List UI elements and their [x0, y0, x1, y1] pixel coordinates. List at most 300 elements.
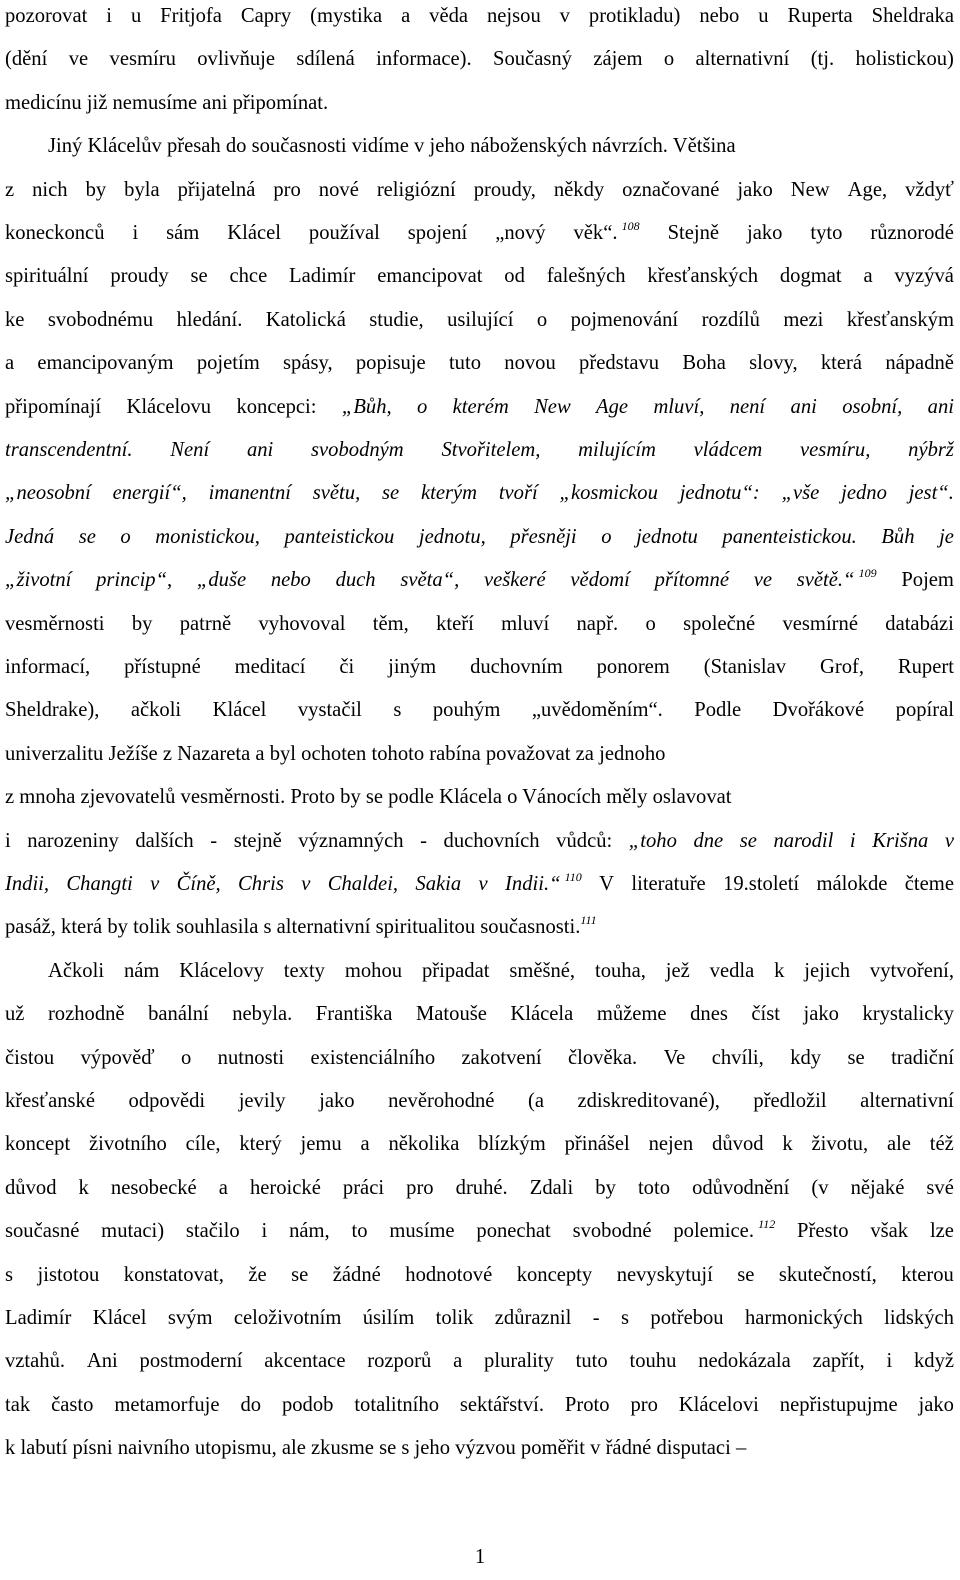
text-word: nápadně [885, 352, 954, 375]
text-word: zapřít, [812, 1350, 865, 1373]
text-word: i [132, 222, 139, 244]
text-word: vesmíru, [800, 439, 871, 461]
text-word: u [758, 5, 769, 27]
text-word: nějaké [850, 1176, 905, 1199]
text-word: málokde [816, 873, 888, 895]
text-word: žádné [332, 1263, 381, 1286]
text-word: vztahů. [5, 1350, 66, 1373]
text-word: touha, [594, 959, 646, 982]
text-word: Přesto [797, 1220, 849, 1243]
text-word: vedla [709, 959, 755, 982]
text-word: vůdců: [556, 829, 613, 852]
text-word: pro [630, 1393, 658, 1416]
text-word: jevily [238, 1090, 286, 1112]
text-word: o [601, 525, 612, 548]
text-word: potřebou [650, 1307, 724, 1329]
text-word: o [417, 395, 428, 418]
text-word: Age, [847, 178, 888, 201]
text-line [5, 1085, 954, 1117]
text-word: přítomné [654, 569, 729, 592]
text-word: jiným [388, 656, 437, 678]
text-word: ačkoli [130, 699, 182, 722]
text-word: Dvořákové [772, 699, 865, 722]
text-word: „životní [5, 569, 72, 592]
text-word: používal [308, 222, 380, 244]
text-word: - [210, 829, 218, 852]
text-word: společné [683, 612, 756, 635]
text-word: i [261, 1220, 268, 1243]
text-word: „vše [781, 482, 820, 505]
text-line [5, 1259, 954, 1291]
text-word: jemu [300, 1133, 342, 1156]
text-word: 19.století [723, 873, 800, 895]
text-line [5, 651, 954, 683]
text-line [5, 825, 954, 857]
text-word: narozeniny [27, 829, 119, 852]
text-word: „Bůh, [341, 395, 392, 418]
text-word: koncept [5, 1133, 71, 1156]
text-word: svobodné [572, 1220, 652, 1243]
text-word: nové [318, 178, 359, 201]
text-word: (mystika [310, 5, 383, 27]
text-word: není [729, 395, 766, 418]
text-word: však [870, 1220, 909, 1243]
text-word: číst [751, 1003, 780, 1026]
text-word: Pojem [901, 569, 954, 592]
text-word: nebo [699, 5, 740, 27]
text-word: a [360, 1133, 370, 1156]
text-word: a [863, 265, 873, 288]
text-word: metamorfuje [114, 1393, 220, 1416]
text-word: o [120, 525, 131, 548]
text-word: veškeré [483, 569, 546, 592]
text-word: mezi [783, 308, 824, 331]
text-word: ani [790, 395, 817, 418]
text-word: vědomí [570, 569, 630, 592]
text-word: jednotu, [418, 525, 486, 548]
text-word: by [131, 612, 153, 635]
text-word: Matouše [415, 1003, 487, 1026]
text-word: informací, [5, 656, 91, 678]
text-word: meditací [234, 656, 306, 678]
text-word: v [944, 829, 954, 852]
text-word: tolik [435, 1307, 474, 1329]
text-word: křesťanským [846, 308, 954, 331]
text-line [5, 1128, 954, 1160]
text-word: Současný [493, 48, 572, 71]
text-word: Fritjofa [160, 5, 222, 27]
text-word: - [420, 829, 427, 852]
text-word: osobní, [842, 395, 903, 418]
text-word: s [393, 699, 402, 722]
text-word: člověka. [568, 1046, 638, 1069]
text-word: lidských [884, 1307, 954, 1329]
text-word: popisuje [355, 352, 426, 375]
text-word: přijatelná [177, 178, 256, 201]
page-number: 1 [474, 1546, 486, 1568]
text-word: mutaci) [101, 1220, 165, 1243]
text-line [5, 347, 954, 379]
text-word: byla [124, 178, 160, 201]
text-word: hledání. [176, 308, 243, 331]
text-word: spásy, [283, 352, 333, 375]
text-word: duchovním [470, 656, 563, 678]
text-word: stačilo [185, 1220, 240, 1243]
text-line [48, 130, 954, 162]
text-word: často [51, 1393, 94, 1416]
text-word: a [5, 352, 15, 375]
text-line [5, 434, 954, 466]
text-word: přístupné [124, 656, 201, 678]
text-word: by [85, 178, 107, 201]
text-word: konstatovat, [123, 1263, 224, 1286]
text-word: nevěrohodné [388, 1090, 495, 1112]
text-word: (a [527, 1090, 544, 1112]
text-word: křesťanské [5, 1090, 95, 1112]
text-word: připomínají [5, 395, 102, 418]
text-word: úsilím [362, 1307, 415, 1329]
text-word: holistickou) [855, 48, 954, 71]
text-word: nebyla. [232, 1003, 293, 1026]
text-word: Sheldraka [871, 5, 954, 27]
text-word: pojetím [196, 352, 260, 375]
text-word: lze [929, 1220, 954, 1243]
text-line [5, 174, 954, 206]
text-word: nutnosti [217, 1046, 285, 1069]
text-word: světa“, [400, 569, 460, 592]
text-line [5, 868, 954, 900]
text-word: vesměrnosti [5, 612, 105, 635]
text-word: dalších [135, 829, 194, 852]
text-word: studie, [369, 308, 424, 331]
text-word: patrně [179, 612, 232, 635]
text-word: nebo [270, 569, 311, 592]
text-word: též [929, 1133, 954, 1156]
text-word: významných [298, 829, 404, 852]
text-word: jedno [841, 482, 887, 505]
text-word: směšné, [509, 959, 576, 982]
text-word: svobodným [311, 439, 404, 461]
text-word: databázi [885, 612, 954, 635]
text-word: pro [273, 178, 301, 201]
text-word: Stejně [667, 222, 720, 244]
text-word: ve [753, 569, 772, 592]
text-word: spojení [407, 222, 468, 244]
text-word: „nový [495, 222, 546, 244]
text-word: Ladimír [5, 1307, 72, 1329]
text-word: v [478, 873, 488, 895]
text-word: Klácelovy [179, 959, 264, 982]
text-word: Ruperta [787, 5, 853, 27]
text-word: a [218, 1176, 228, 1199]
text-word: kterým [420, 482, 478, 505]
text-word: k [774, 959, 785, 982]
text-word: (Stanislav [703, 656, 787, 678]
text-line [5, 0, 954, 32]
text-word: věda [429, 5, 469, 27]
text-word: i [106, 5, 113, 27]
text-line [5, 1302, 954, 1334]
text-word: Proto [564, 1393, 610, 1416]
text-line [5, 564, 954, 596]
text-word: práci [342, 1176, 385, 1199]
text-word: jež [665, 959, 690, 982]
text-word: skutečností, [778, 1263, 877, 1286]
text-word: nich [32, 178, 68, 201]
text-word: Age [596, 395, 629, 418]
text-word: chvíli, [711, 1046, 764, 1069]
text-word: „duše [196, 569, 247, 592]
text-word: že [248, 1263, 267, 1286]
text-word: dogmat [779, 265, 842, 288]
text-word: polemice. [673, 1220, 754, 1243]
text-line [5, 1215, 954, 1247]
text-word: nýbrž [908, 439, 954, 461]
text-word: protikladu) [588, 5, 681, 27]
text-line [5, 477, 954, 509]
text-word: jejich [804, 959, 851, 982]
word-with-footnote [797, 564, 877, 596]
text-word: své [926, 1176, 954, 1199]
text-line [5, 521, 954, 553]
text-word: se [190, 265, 208, 288]
text-word: důvod [5, 1176, 57, 1199]
text-word: zdůraznil [494, 1307, 572, 1329]
text-word: harmonických [744, 1307, 863, 1329]
text-word: jako [803, 1003, 839, 1026]
text-word: toto [637, 1176, 670, 1199]
text-word: vyzývá [894, 265, 954, 288]
text-word: Ani [86, 1350, 118, 1373]
text-line [5, 1345, 954, 1377]
footnote-reference: 109 [858, 566, 877, 581]
text-word: o [663, 48, 675, 71]
text-word: křesťanských [647, 265, 759, 288]
text-word: ponorem [596, 656, 670, 678]
text-line [5, 608, 954, 640]
text-word: kterou [901, 1263, 954, 1286]
text-word: koncepci: [236, 395, 317, 418]
text-word: čistou [5, 1046, 55, 1069]
text-word: V [599, 873, 615, 895]
text-word: pro [406, 1176, 434, 1199]
text-word: rozporů [367, 1350, 432, 1373]
text-word: ani [927, 395, 954, 418]
text-word: se [737, 1263, 755, 1286]
text-word: přesněji [510, 525, 577, 548]
text-line [5, 43, 954, 75]
text-word: nesobecké [110, 1176, 197, 1199]
text-word: banální [148, 1003, 209, 1026]
text-word: který [239, 1133, 282, 1156]
text-word: životu, [811, 1133, 869, 1156]
text-word: kterém [452, 395, 509, 418]
text-word: Klácelovu [126, 395, 212, 418]
text-word: přinášel [564, 1133, 630, 1156]
text-word: k [782, 1133, 793, 1156]
text-word: jednotu [636, 525, 698, 548]
text-word: Boha [682, 352, 726, 375]
text-word: milujícím [578, 439, 656, 461]
text-word: New [790, 178, 830, 201]
text-word: Indii, [5, 873, 50, 895]
text-word: nejsou [486, 5, 541, 27]
text-word: panteistickou [284, 525, 395, 548]
footnote-reference: 110 [564, 870, 582, 884]
text-word: Chaldei, [327, 873, 399, 895]
text-word: která [820, 352, 863, 375]
text-word: vesmíru [109, 48, 176, 71]
text-word: jako [918, 1393, 954, 1416]
text-line [5, 87, 954, 119]
text-word: připadat [421, 959, 490, 982]
text-word: svobodnému [47, 308, 154, 331]
text-line [5, 260, 954, 292]
text-word: od [504, 265, 525, 288]
text-word: Bůh [881, 525, 915, 548]
text-word: a [401, 5, 411, 27]
text-word: jednotu“: [679, 482, 760, 505]
text-segment: Jiný Klácelův přesah do současnosti vidíme v jeho náboženských návrzích. Většina [48, 135, 736, 158]
text-word: plurality [484, 1350, 554, 1373]
text-word: existenciálního [310, 1046, 436, 1069]
text-word: literatuře [631, 873, 706, 895]
text-word: Capry [240, 5, 292, 27]
text-word: - [592, 1307, 600, 1329]
text-word: emancipovat [377, 265, 483, 288]
text-word: koncepty [516, 1263, 593, 1286]
text-word: pojmenování [570, 308, 679, 331]
text-word: s [5, 1263, 14, 1286]
text-word: Jedná [5, 525, 55, 548]
text-word: stejně [233, 829, 282, 852]
text-word: ponechat [476, 1220, 551, 1243]
text-word: rozhodně [47, 1003, 125, 1026]
text-word: usilující [447, 308, 514, 331]
text-segment: pasáž, která by tolik souhlasila s alternativní spiritualitou současnosti. [5, 916, 581, 939]
text-word: nevyskytují [616, 1263, 713, 1286]
text-word: se [739, 829, 757, 852]
text-word: rozdílů [701, 308, 760, 331]
text-word: totalitního [354, 1393, 439, 1416]
text-word: slovy, [749, 352, 798, 375]
text-word: se [78, 525, 96, 548]
text-word: Podle [694, 699, 742, 722]
text-word: Sheldrake), [5, 699, 100, 722]
word-with-footnote [505, 868, 582, 900]
text-word: tvoří [498, 482, 538, 505]
text-word: pozorovat [5, 5, 88, 27]
text-word: Není [170, 439, 210, 461]
text-word: druhé. [455, 1176, 508, 1199]
text-word: nedokázala [698, 1350, 791, 1373]
text-word: Ve [663, 1046, 686, 1069]
text-line [5, 738, 954, 770]
text-word: falešných [546, 265, 626, 288]
text-word: narodil [773, 829, 834, 852]
text-word: se [382, 482, 400, 505]
text-word: u [130, 5, 142, 27]
text-word: výpověď [80, 1046, 155, 1069]
text-word: jako [737, 178, 773, 201]
text-word: důvod [712, 1133, 764, 1156]
text-word: o [536, 308, 548, 331]
text-word: Rupert [897, 656, 954, 678]
text-word: s [621, 1307, 630, 1329]
footnote-reference: 112 [758, 1217, 776, 1232]
text-word: i [886, 1350, 893, 1373]
text-word: panenteistickou. [722, 525, 857, 548]
text-word: (dění [5, 48, 48, 71]
text-word: se [291, 1263, 309, 1286]
text-word: je [939, 525, 954, 548]
text-word: duchovních [443, 829, 540, 852]
text-word: (v [811, 1176, 829, 1199]
text-word: čteme [904, 873, 954, 895]
text-word: o [645, 612, 656, 635]
text-segment: medicínu již nemusíme ani připomínat. [5, 91, 329, 114]
footnote-reference: 108 [621, 219, 640, 233]
text-word: ve [68, 48, 89, 71]
text-word: ke [5, 308, 25, 331]
text-word: „neosobní [5, 482, 91, 505]
text-line [5, 694, 954, 726]
text-word: hodnotové [405, 1263, 493, 1286]
text-word: vytvoření, [869, 959, 954, 982]
text-word: věk“. [573, 222, 618, 244]
text-word: odpovědi [128, 1090, 206, 1112]
text-word: vždyť [905, 178, 954, 201]
text-word: mluví [501, 612, 550, 635]
text-word: tuto [575, 1350, 608, 1373]
text-word: blízkým [478, 1133, 546, 1156]
text-word: New [534, 395, 571, 418]
text-word: alternativní [695, 48, 790, 71]
text-word: cíle, [185, 1133, 221, 1156]
text-line [48, 955, 954, 987]
text-word: nepřistupujme [779, 1393, 898, 1416]
text-word: vládcem [693, 439, 763, 461]
text-word: novou [504, 352, 556, 375]
text-word: nám [123, 959, 160, 982]
text-word: jest“. [908, 482, 954, 505]
text-word: Stvořitelem, [441, 439, 541, 461]
text-word: proudy, [473, 178, 536, 201]
text-word: heroické [249, 1176, 321, 1199]
text-word: princip“, [96, 569, 173, 592]
text-word: imanentní [208, 482, 291, 505]
text-word: „uvědoměním“. [531, 699, 663, 722]
text-word: tak [5, 1393, 31, 1416]
text-word: sám [166, 222, 200, 244]
text-word: životního [89, 1133, 167, 1156]
text-word: Klácel [227, 222, 281, 244]
text-word: informace). [376, 48, 472, 71]
text-word: když [913, 1350, 954, 1373]
text-line [5, 1389, 954, 1421]
text-word: a [453, 1350, 463, 1373]
text-word: Katolická [265, 308, 346, 331]
text-word: jako [747, 222, 783, 244]
word-with-footnote [673, 1215, 775, 1247]
text-word: popíral [895, 699, 954, 722]
text-word: z [5, 178, 15, 201]
text-word: proudy [110, 265, 169, 288]
text-word: několika [388, 1133, 460, 1156]
text-word: tuto [448, 352, 481, 375]
text-word: těm, [372, 612, 409, 635]
text-word: Číně, [176, 873, 221, 895]
